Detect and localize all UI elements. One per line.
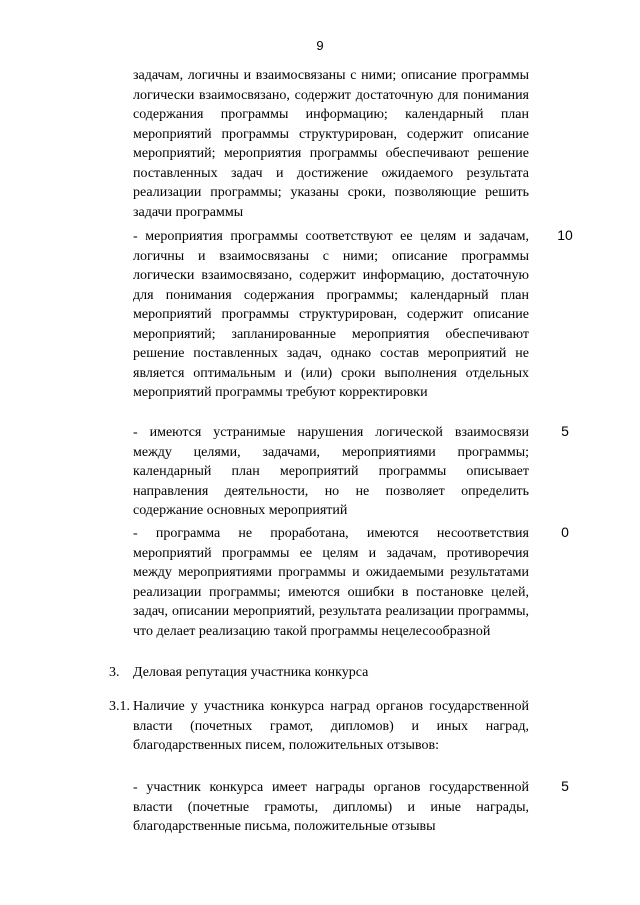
criterion-text: задачам, логичны и взаимосвязаны с ними; описание программы логически взаимосвязано, содержит достаточную для понимания содержания программы информацию; календарный план мероприятий программы структурирован, содержит описание мероприятий; мероприятия программы обеспечивают решение поставленных задач и достижение ожидаемого результата реализации программы; указаны сроки, позволяющие решить задачи программы [133, 68, 529, 220]
criterion-score: 5 [561, 423, 569, 439]
criterion-score: 5 [561, 778, 569, 794]
page-number: 9 [316, 38, 324, 53]
section-title: Деловая репутация участника конкурса [133, 665, 369, 680]
criterion-text: - имеются устранимые нарушения логической взаимосвязи между целями, задачами, мероприятиями программы; календарный план мероприятий программы описывает направления деятельности, но не позволяет определить содержание основных мероприятий [133, 425, 529, 518]
criterion-text: - программа не проработана, имеются несоответствия мероприятий программы ее целям и задачам, противоречия между мероприятиями программы и ожидаемыми результатами реализации программы; имеются ошибки в постановке целей, задач, описании мероприятий, результата реализации программы, что делает реализацию такой программы нецелесообразной [133, 526, 529, 639]
section-number: 3. [109, 665, 120, 680]
subsection-text: Наличие у участника конкурса наград органов государственной власти (почетных грамот, дипломов) и иных наград, благодарственных писем, положительных отзывов: [133, 699, 529, 753]
subsection-number: 3.1. [109, 699, 130, 714]
criterion-text: - мероприятия программы соответствуют ее целям и задачам, логичны и взаимосвязаны с ними; описание программы логически взаимосвязано, содержит информацию, достаточную для понимания содержания программы; календарный план мероприятий программы структурирован, содержит описание мероприятий; запланированные мероприятия обеспечивают решение поставленных задач, однако состав мероприятий не является оптимальным и (или) сроки выполнения отдельных мероприятий программы требуют корректировки [133, 229, 529, 400]
criterion-text: - участник конкурса имеет награды органов государственной власти (почетные грамоты, дипломы) и иные награды, благодарственные письма, положительные отзывы [133, 780, 529, 834]
criterion-score: 0 [561, 524, 569, 540]
criterion-score: 10 [557, 227, 573, 243]
